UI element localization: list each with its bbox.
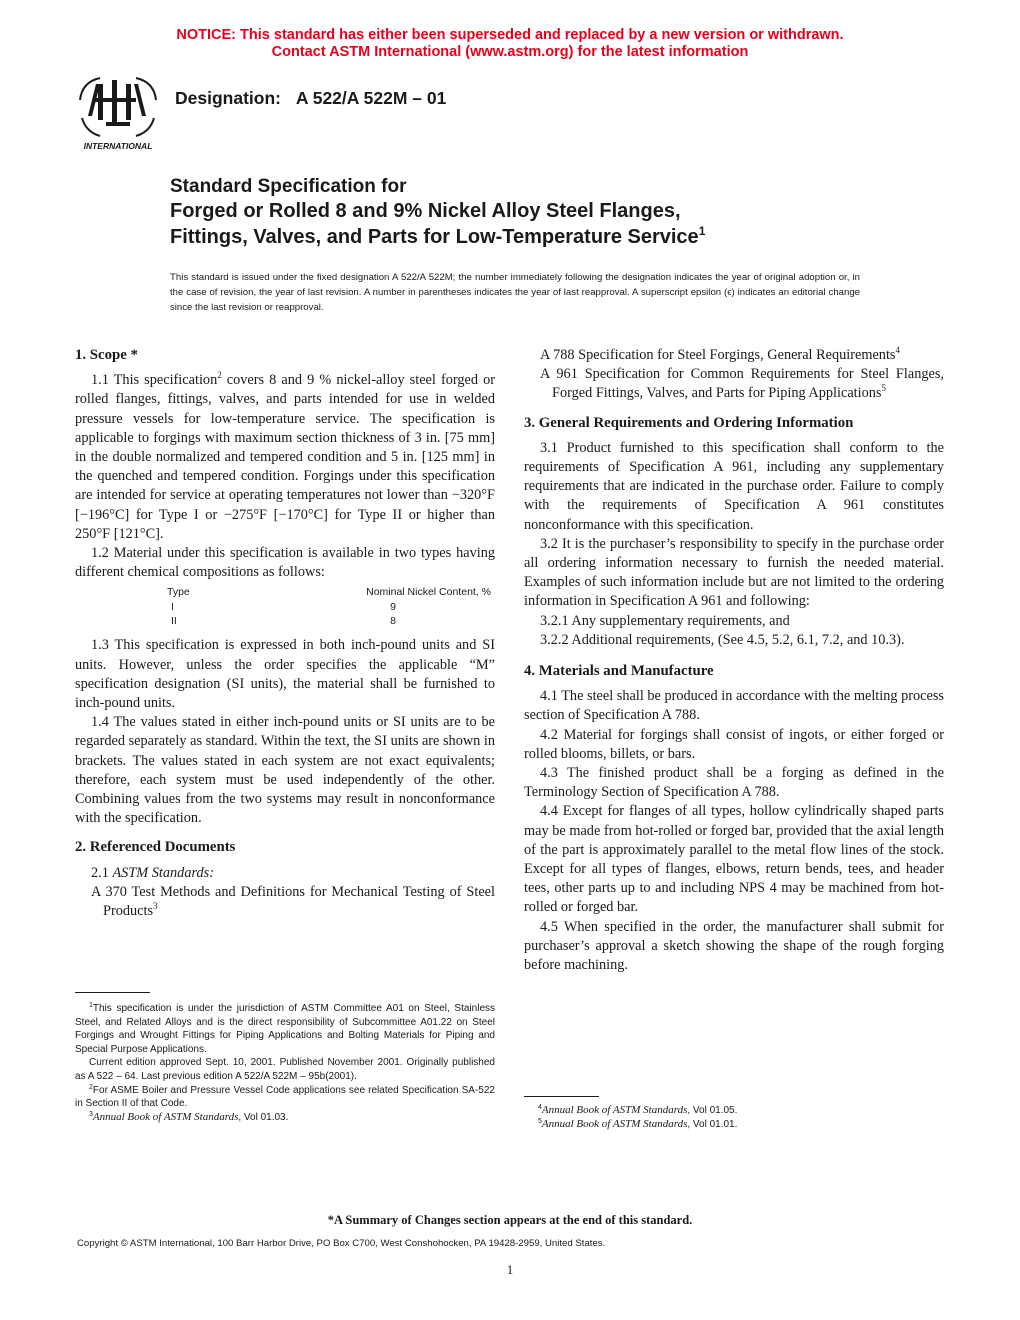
table-cell-nickel: 9 <box>390 601 396 614</box>
paragraph-3-2-2: 3.2.2 Additional requirements, (See 4.5, 5.2, 6.1, 7.2, and 10.3). <box>540 631 905 648</box>
title-line-3: Fittings, Valves, and Parts for Low-Temperature Service$^1$ <box>170 224 706 248</box>
footnote-4: $^4$Annual Book of ASTM Standards, Vol 01.05. <box>538 1104 738 1116</box>
footnote-rule-left <box>75 992 150 993</box>
astm-logo <box>72 70 164 152</box>
notice-line-1: NOTICE: This standard has either been superseded and replaced by a new version or withdrawn. <box>176 27 844 43</box>
title-line-1: Standard Specification for <box>170 176 407 197</box>
composition-table <box>135 584 495 628</box>
document-title <box>170 175 970 250</box>
footnotes-right <box>524 1104 944 1131</box>
table-row <box>135 600 495 614</box>
ref-a370: A 370 Test Methods and Definitions for Mechanical Testing of Steel Products$^3$ <box>91 883 495 920</box>
paragraph-3-2-1: 3.2.1 Any supplementary requirements, and <box>540 612 790 629</box>
designation <box>175 88 446 109</box>
designation-label: Designation: <box>175 88 281 108</box>
table-cell-type: II <box>171 615 177 628</box>
section-1-heading: 1. Scope * <box>75 347 138 363</box>
copyright-line: Copyright © ASTM International, 100 Barr Harbor Drive, PO Box C700, West Conshohocken, PA 19428-2959, United States. <box>77 1238 606 1249</box>
footnote-5: $^5$Annual Book of ASTM Standards, Vol 01.01. <box>538 1117 738 1130</box>
paragraph-3-2: 3.2 It is the purchaser’s responsibility to specify in the purchase order all ordering information necessary to furnish the needed material. Examples of such information include but are not limited to the ordering information in Specification A 961 and following: <box>524 535 944 610</box>
paragraph-4-4: 4.4 Except for flanges of all types, hollow cylindrically shaped parts may be made from hot-rolled or forged bar, provided that the axial length of the part is approximately parallel to the metal flow lines of the stock. Except for all types of flanges, elbows, return bends, tees, and header tees, other parts up to and including NPS 4 may be machined from hot-rolled or forged bar. <box>524 803 944 916</box>
title-line-2: Forged or Rolled 8 and 9% Nickel Alloy Steel Flanges, <box>170 200 681 222</box>
summary-note: *A Summary of Changes section appears at the end of this standard. <box>327 1213 693 1227</box>
table-row <box>135 614 495 628</box>
ref-a961: A 961 Specification for Common Requirements for Steel Flanges, Forged Fittings, Valves, and Parts for Piping Applications$^5$ <box>540 366 944 402</box>
left-column <box>75 346 495 921</box>
logo-caption: INTERNATIONAL <box>83 141 153 151</box>
withdrawal-notice <box>0 27 1020 61</box>
footnote-3: $^3$Annual Book of ASTM Standards, Vol 01.03. <box>89 1110 289 1123</box>
right-column <box>524 346 944 975</box>
table-header-row <box>135 584 495 600</box>
table-header-nickel: Nominal Nickel Content, % <box>366 586 491 599</box>
table-header-type: Type <box>167 586 190 599</box>
section-4-heading: 4. Materials and Manufacture <box>524 663 714 680</box>
table-cell-nickel: 8 <box>390 615 396 628</box>
footnote-1: $^1$This specification is under the jurisdiction of ASTM Committee A01 on Steel, Stainless Steel, and Related Alloys and is the direct responsibility of Subcommittee A01.22 on Steel Forgings and Wrought Fittings for Piping Applications and Bolting Materials for Piping and Special Purpose Applications. <box>75 1002 495 1055</box>
section-3-heading: 3. General Requirements and Ordering Information <box>524 414 854 431</box>
ref-a788: A 788 Specification for Steel Forgings, General Requirements$^4$ <box>540 345 900 363</box>
table-cell-type: I <box>171 601 174 614</box>
paragraph-1-1: 1.1 This specification$^2$ covers 8 and 9 % nickel-alloy steel forged or rolled flanges, fittings, valves, and parts intended for use in welded pressure vessels for low-temperature service. The specification is applicable to forgings with maximum section thickness of 3 in. [75 mm] in the double normalized and tempered condition and 5 in. [125 mm] in the quenched and tempered condition. Forgings under this specification are intended for service at operating temperatures not lower than −320°F [−196°C] for Type I or −275°F [−170°C] for Type II or higher than 250°F [121°C]. <box>75 370 495 542</box>
paragraph-4-3: 4.3 The finished product shall be a forging as defined in the Terminology Section of Specification A 788. <box>524 765 944 801</box>
title-footnote-mark: 1 <box>698 224 706 238</box>
footnote-2: $^2$For ASME Boiler and Pressure Vessel Code applications see related Specification SA-522 in Section II of that Code. <box>75 1083 495 1110</box>
paragraph-1-4: 1.4 The values stated in either inch-pound units or SI units are to be regarded separately as standard. Within the text, the SI units are shown in brackets. The values stated in each system are not exact equivalents; therefore, each system must be used independently of the other. Combining values from the two systems may result in nonconformance with the specification. <box>75 714 496 827</box>
footnote-rule-right <box>524 1096 599 1097</box>
paragraph-1-3: 1.3 This specification is expressed in both inch-pound units and SI units. However, unless the order specifies the applicable “M” specification designation (SI units), the material shall be furnished to inch-pound units. <box>75 637 495 712</box>
footnotes-left <box>75 1002 495 1124</box>
paragraph-3-1: 3.1 Product furnished to this specification shall conform to the requirements of Specification A 961, including any supplementary requirements that are indicated in the purchase order. Failure to comply with the requirements of Specification A 961 constitutes nonconformance with this specification. <box>524 439 944 533</box>
paragraph-4-1: 4.1 The steel shall be produced in accordance with the melting process section of Specification A 788. <box>524 688 944 724</box>
section-2-heading: 2. Referenced Documents <box>75 839 236 856</box>
footnote-1b: Current edition approved Sept. 10, 2001. Published November 2001. Originally published as A 522 – 64. Last previous edition A 522/A 522M – 95b(2001). <box>75 1057 495 1082</box>
paragraph-1-2: 1.2 Material under this specification is available in two types having different chemical compositions as follows: <box>75 545 495 581</box>
paragraph-4-2: 4.2 Material for forgings shall consist of ingots, or either forged or rolled blooms, billets, or bars. <box>524 726 944 762</box>
paragraph-4-5: 4.5 When specified in the order, the manufacturer shall submit for purchaser’s approval a sketch showing the shape of the rough forging before machining. <box>524 918 944 974</box>
designation-number: A 522/A 522M – 01 <box>295 88 447 108</box>
page-number: 1 <box>506 1262 514 1277</box>
issue-note: This standard is issued under the fixed designation A 522/A 522M; the number immediately following the designation indicates the year of original adoption or, in the case of revision, the year of last revision. A number in parentheses indicates the year of last reapproval. A superscript epsilon (ϵ) indicates an editorial change since the last revision or reapproval. <box>170 272 860 313</box>
paragraph-2-1: 2.1 ASTM Standards: <box>91 864 214 881</box>
notice-line-2: Contact ASTM International (www.astm.org) for the latest information <box>271 44 749 60</box>
